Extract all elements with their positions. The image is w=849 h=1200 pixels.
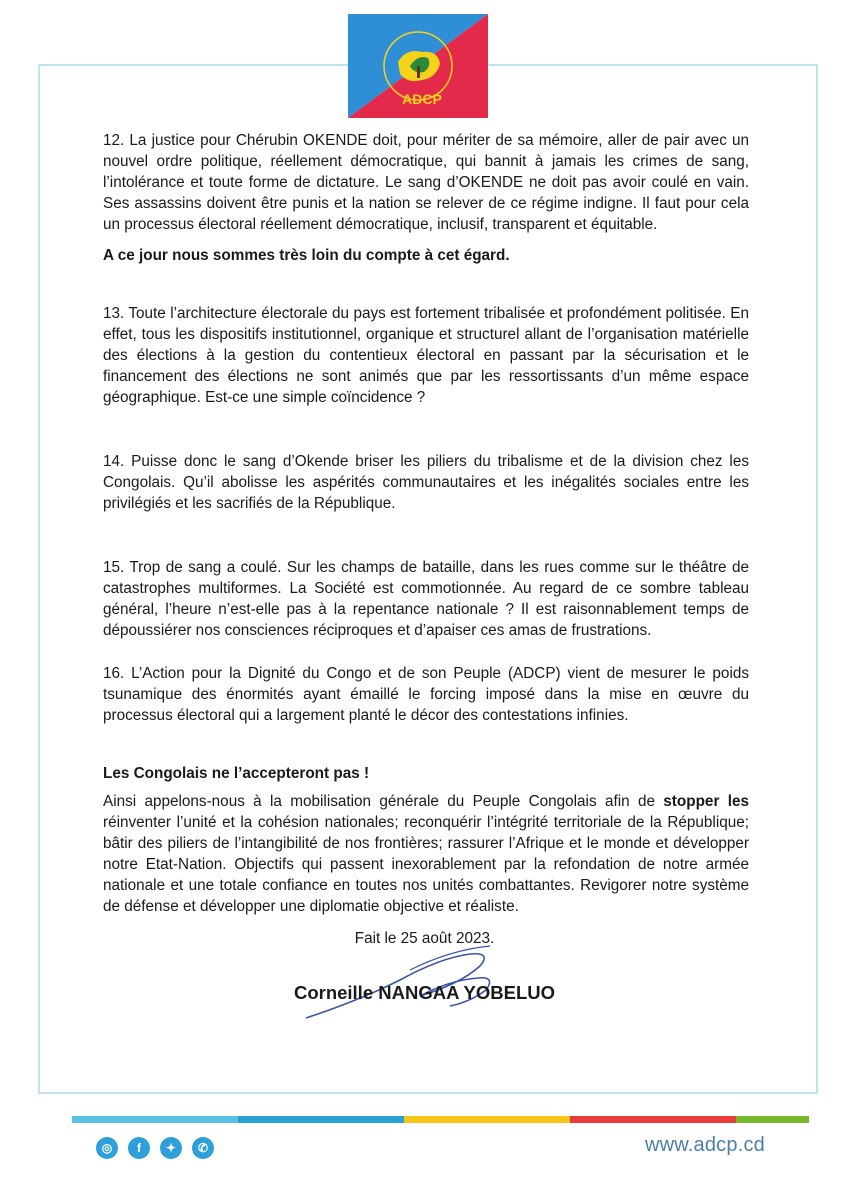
- closing-text-b: réinventer l’unité et la cohésion nationales; reconquérir l’intégrité territoriale de la République; bâtir des piliers de l’intangibilité de nos frontières; rassurer l’Afrique et le monde et développer notre Etat-Nation. Objectifs qui passent inexorablement par la refondation de notre armée nationale et une totale confiance en toutes nos unités combattantes. Revigorer notre système de défense et développer une diplomatie objective et réaliste.: [103, 814, 749, 915]
- signer-name: Corneille NANGAA YOBELUO: [293, 982, 556, 1003]
- website-link[interactable]: www.adcp.cd: [644, 1134, 765, 1156]
- instagram-icon[interactable]: ◎: [96, 1137, 118, 1159]
- letter-body: [103, 130, 749, 917]
- footer-stripe-yellow: [404, 1116, 570, 1123]
- paragraph-13: 13. Toute l’architecture électorale du pays est fortement tribalisée et profondément politisée. En effet, tous les dispositifs institutionnel, organique et structurel allant de l’organisation matérielle des élections à la gestion du contentieux électoral en passant par la sécurisation et le financement des élections ne sont animés que par les ressortissants d’un même espace géographique. Est-ce une simple coïncidence ?: [103, 305, 749, 406]
- document-date: Fait le 25 août 2023.: [354, 930, 495, 947]
- adcp-logo: [348, 14, 488, 118]
- closing-heading: Les Congolais ne l’accepteront pas !: [103, 765, 370, 782]
- paragraph-12: 12. La justice pour Chérubin OKENDE doit, pour mériter de sa mémoire, aller de pair avec un nouvel ordre politique, réellement démocratique, qui bannit à jamais les crimes de sang, l’intolérance et toute forme de dictature. Le sang d’OKENDE ne doit pas avoir coulé en vain. Ses assassins doivent être punis et la nation se relever de ce régime indigne. Il faut pour cela un processus électoral réellement démocratique, inclusif, transparent et équitable.: [103, 132, 749, 233]
- whatsapp-icon[interactable]: ✆: [192, 1137, 214, 1159]
- paragraph-15: 15. Trop de sang a coulé. Sur les champs de bataille, dans les rues comme sur le théâtre de catastrophes multiformes. La Société est commotionnée. Au regard de ce sombre tableau général, l’heure n’est-elle pas à la repentance nationale ? Il est raisonnablement temps de dépoussiérer nos consciences réciproques et d’apaiser ces amas de frustrations.: [103, 559, 749, 639]
- paragraph-16: 16. L’Action pour la Dignité du Congo et de son Peuple (ADCP) vient de mesurer le poids tsunamique des énormités ayant émaillé le forcing imposé dans la mise en œuvre du processus électoral qui a largement planté le décor des contestations infinies.: [103, 665, 749, 724]
- footer-stripe-green: [736, 1116, 809, 1123]
- facebook-icon[interactable]: f: [128, 1137, 150, 1159]
- closing-text-a: Ainsi appelons-nous à la mobilisation générale du Peuple Congolais afin de: [103, 793, 664, 810]
- social-links: [96, 1137, 214, 1159]
- logo-name: ADCP: [402, 91, 442, 107]
- footer-stripe-blue: [238, 1116, 404, 1123]
- footer-stripe-red: [570, 1116, 736, 1123]
- paragraph-14: 14. Puisse donc le sang d’Okende briser les piliers du tribalisme et de la division chez les Congolais. Qu’il abolisse les aspérités communautaires et les inégalités sociales entre les privilégiés et les sacrifiés de la République.: [103, 453, 749, 512]
- footer-stripe-light-blue: [72, 1116, 238, 1123]
- twitter-icon[interactable]: ✦: [160, 1137, 182, 1159]
- closing-paragraph: [103, 791, 749, 917]
- paragraph-12-conclusion: A ce jour nous sommes très loin du compte à cet égard.: [103, 247, 510, 264]
- closing-text-bold: stopper les: [663, 793, 749, 810]
